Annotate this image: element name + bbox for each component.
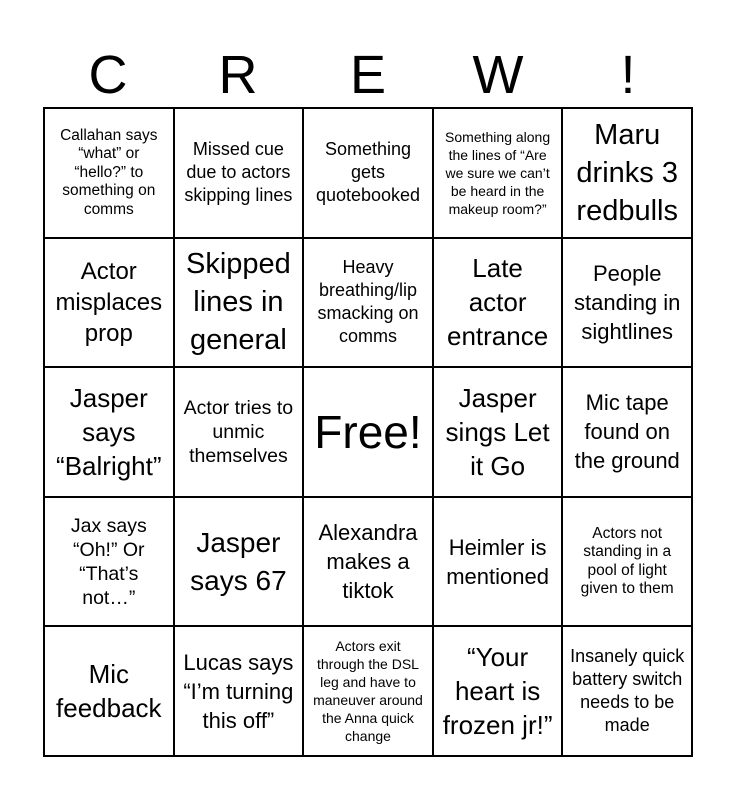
bingo-cell[interactable] [44, 367, 174, 497]
cell-text: Jasper says “Balright” [56, 382, 162, 481]
bingo-cell[interactable] [174, 238, 304, 368]
bingo-cell[interactable] [433, 497, 563, 627]
bingo-cell[interactable] [433, 108, 563, 238]
bingo-cell[interactable] [44, 108, 174, 238]
bingo-cell[interactable] [174, 497, 304, 627]
bingo-cell[interactable] [433, 626, 563, 756]
cell-text: “Your heart is frozen jr!” [442, 642, 553, 741]
cell-text: Actor tries to unmic themselves [183, 396, 294, 467]
cell-text: Skipped lines in general [185, 248, 291, 357]
cell-text: Callahan says “what” or “hello?” to something on comms [60, 126, 158, 218]
bingo-cell[interactable] [562, 108, 692, 238]
bingo-cell[interactable] [44, 497, 174, 627]
bingo-cell[interactable] [303, 626, 433, 756]
bingo-cell[interactable] [562, 238, 692, 368]
cell-text: Missed cue due to actors skipping lines [184, 139, 293, 206]
bingo-cell[interactable] [562, 367, 692, 497]
header-letter-w: W [472, 45, 524, 105]
cell-text: Late actor entrance [447, 253, 549, 352]
cell-text: Heavy breathing/lip smacking on comms [317, 257, 419, 347]
bingo-cell[interactable] [174, 626, 304, 756]
cell-text: Jax says “Oh!” Or “That’s not…” [70, 514, 147, 609]
cell-text: Insanely quick battery switch needs to be made [570, 646, 685, 736]
bingo-cell[interactable] [174, 367, 304, 497]
bingo-cell[interactable] [303, 497, 433, 627]
cell-text: Actors exit through the DSL leg and have to maneuver around the Anna quick change [313, 638, 423, 745]
cell-text: People standing in sightlines [573, 260, 681, 344]
header-letter-r: R [218, 45, 258, 105]
bingo-cell[interactable] [303, 108, 433, 238]
cell-text: Heimler is mentioned [446, 534, 549, 589]
bingo-cell[interactable] [562, 626, 692, 756]
cell-text: Something gets quotebooked [315, 139, 421, 206]
bingo-cell[interactable] [174, 108, 304, 238]
cell-text: Alexandra makes a tiktok [318, 520, 418, 604]
bingo-cell[interactable] [433, 238, 563, 368]
header-letter-c: C [88, 45, 128, 105]
cell-text: Lucas says “I’m turning this off” [183, 649, 294, 733]
cell-text: Actors not standing in a pool of light given to them [580, 524, 674, 598]
cell-text: Mic tape found on the ground [574, 390, 680, 474]
cell-text: Actor misplaces prop [55, 257, 163, 347]
bingo-cell[interactable] [303, 238, 433, 368]
bingo-cell[interactable] [562, 497, 692, 627]
header-letter-e: E [349, 45, 387, 105]
bingo-cell[interactable] [44, 238, 174, 368]
bingo-cell[interactable] [44, 626, 174, 756]
header-letter-exclamation: ! [620, 45, 636, 105]
cell-text: Mic feedback [56, 659, 162, 724]
bingo-header [43, 45, 693, 105]
cell-text: Maru drinks 3 redbulls [576, 118, 678, 227]
cell-text: Something along the lines of “Are we sure we can’t be heard in the makeup room?” [445, 128, 551, 217]
bingo-board [43, 107, 693, 757]
cell-text: Jasper says 67 [190, 526, 287, 596]
free-space[interactable] [303, 367, 433, 497]
bingo-cell[interactable] [433, 367, 563, 497]
cell-text: Free! [314, 405, 422, 458]
cell-text: Jasper sings Let it Go [445, 382, 550, 481]
